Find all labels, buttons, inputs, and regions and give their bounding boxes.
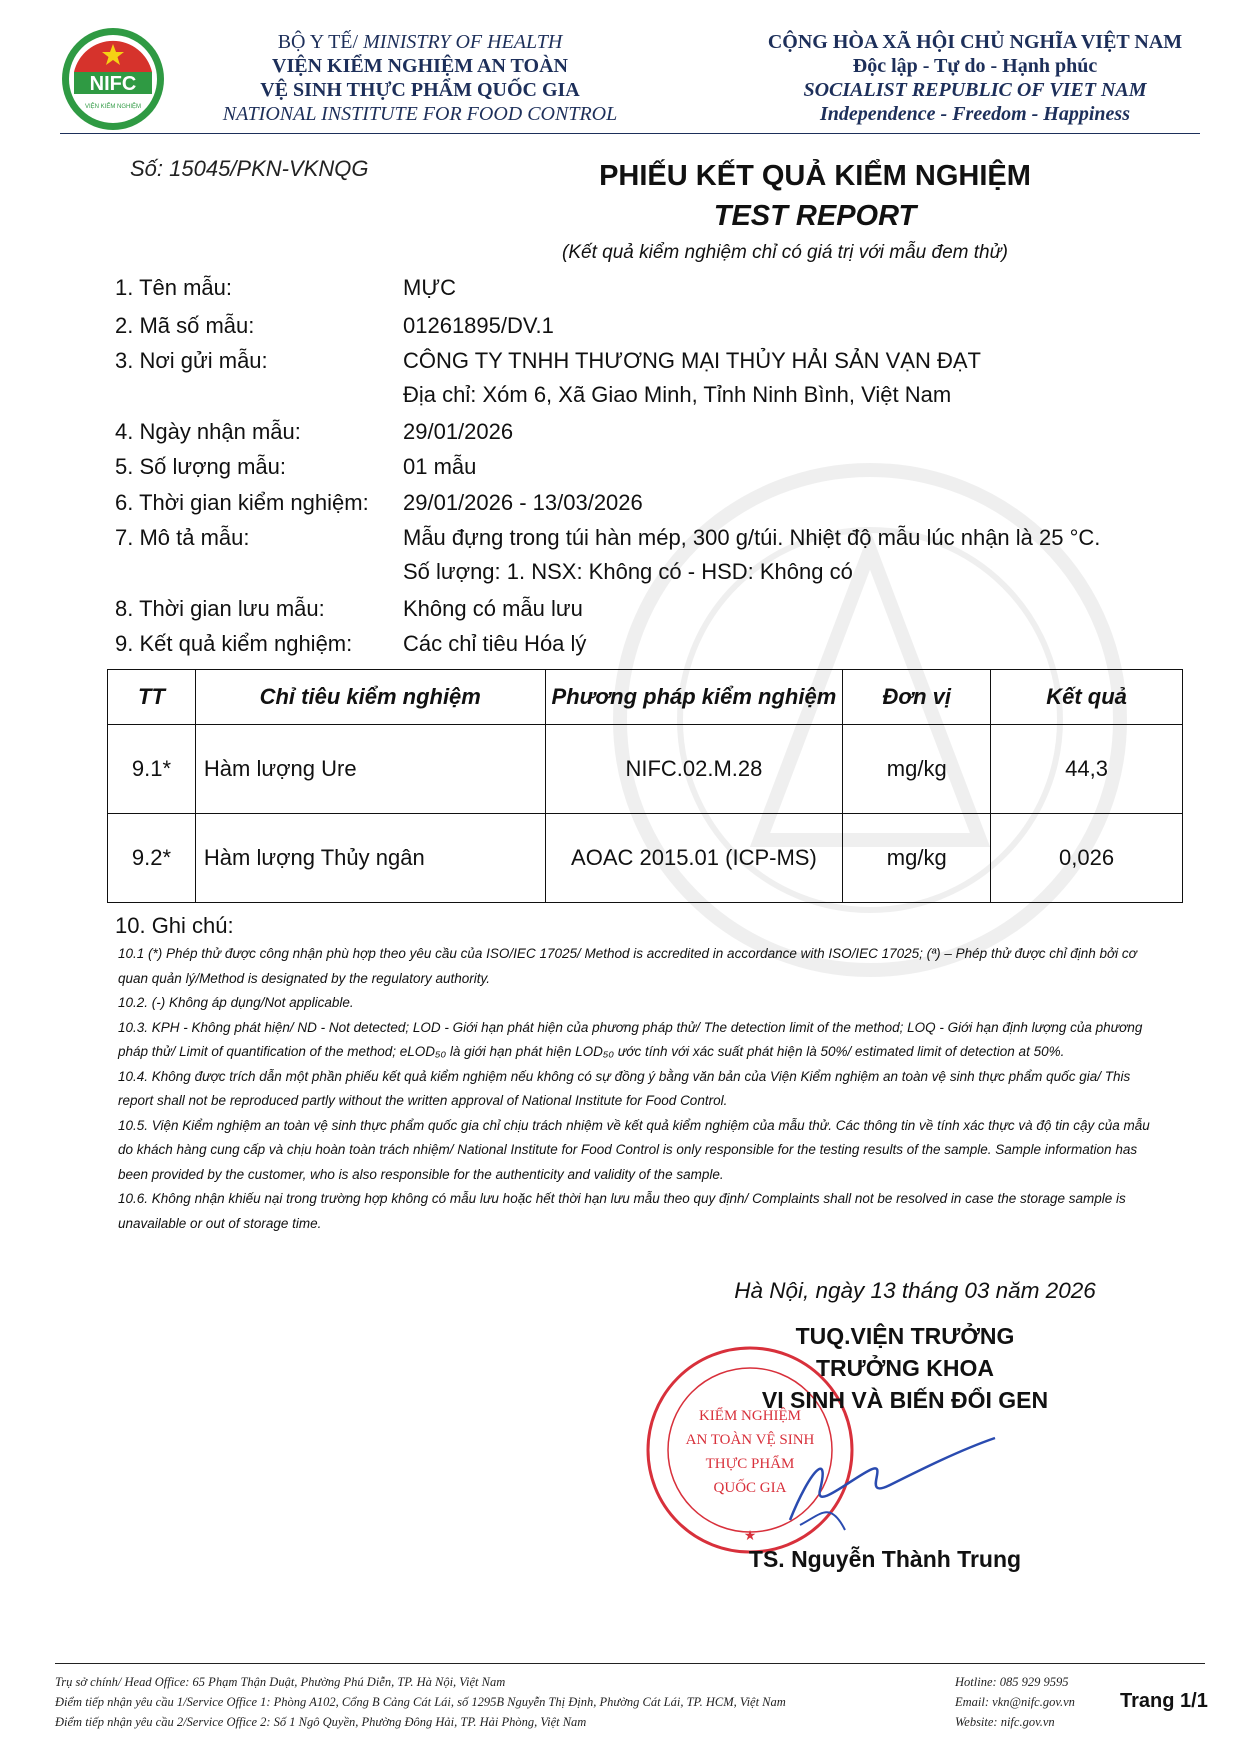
table-header-row [108,670,1183,725]
table-row [108,814,1183,903]
cell-method: AOAC 2015.01 (ICP-MS) [545,814,843,903]
country-name-vi: CỘNG HÒA XÃ HỘI CHỦ NGHĨA VIỆT NAM [767,31,1183,53]
cell-parameter: Hàm lượng Thủy ngân [195,814,545,903]
nifc-logo [60,26,166,132]
notes-title: 10. Ghi chú: [115,913,234,938]
place-and-date: Hà Nội, ngày 13 tháng 03 năm 2026 [734,1278,1096,1303]
info-value: 01 mẫu [403,454,477,479]
cell-unit: mg/kg [843,814,991,903]
info-value: Không có mẫu lưu [403,596,583,621]
logo-subtext: VIỆN KIỂM NGHIỆM [84,104,142,110]
cell-unit: mg/kg [843,725,991,814]
info-value-address: Địa chỉ: Xóm 6, Xã Giao Minh, Tỉnh Ninh Bình, Việt Nam [403,382,952,407]
institute-header [170,30,670,126]
star-icon: ★ [743,1529,757,1544]
motto-en: Independence - Freedom - Happiness [820,103,1130,125]
report-subtitle: (Kết quả kiểm nghiệm chỉ có giá trị với mẫu đem thử) [562,242,1008,263]
ministry-vi: BỘ Y TẾ/ [277,31,359,53]
info-value-description-line2: Số lượng: 1. NSX: Không có - HSD: Không có [403,559,853,584]
cell-result: 0,026 [991,814,1183,903]
report-number: Số: 15045/PKN-VKNQG [130,156,369,181]
note-item: 10.6. Không nhận khiếu nại trong trường hợp không có mẫu lưu hoặc hết thời hạn lưu mẫu theo quy định/ Complaints shall not be resolved in case the storage sample is unavailable or out of storage time. [118,1191,1126,1231]
footer-office-1: Điểm tiếp nhận yêu cầu 1/Service Office 1: Phòng A102, Cổng B Cảng Cát Lái, số 1295B Nguyễn Thị Định, Phường Cát Lái, TP. HCM, Việt Nam [55,1695,786,1709]
report-title-en: TEST REPORT [713,200,917,232]
institute-name-line1: VIỆN KIỂM NGHIỆM AN TOÀN [272,55,568,77]
signatory-line3: VI SINH VÀ BIẾN ĐỔI GEN [761,1387,1049,1413]
cell-no: 9.2* [108,814,196,903]
signatory-line1: TUQ.VIỆN TRƯỞNG [795,1323,1015,1349]
footer-hotline: Hotline: 085 929 9595 [955,1675,1069,1689]
header-method: Phương pháp kiểm nghiệm [545,670,843,725]
info-value: 01261895/DV.1 [403,313,554,338]
stamp-text: THỰC PHẨM [705,1456,795,1472]
logo-text: NIFC [89,73,137,95]
header-unit: Đơn vị [843,670,991,725]
ministry-en: MINISTRY OF HEALTH [363,31,563,53]
signatory-line2: TRƯỞNG KHOA [816,1355,994,1381]
note-item: 10.1 (*) Phép thử được công nhận phù hợp theo yêu cầu của ISO/IEC 17025/ Method is accredited in accordance with ISO/IEC 17025; (ª) – Phép thử được chỉ định bởi cơ quan quản lý/Method is designated by the regulatory authority. [118,946,1137,986]
info-value: 29/01/2026 [403,419,514,444]
handwritten-signature [760,1430,1000,1540]
info-value: MỰC [403,275,457,300]
info-label: 6. Thời gian kiểm nghiệm: [115,490,369,515]
info-value: Mẫu đựng trong túi hàn mép, 300 g/túi. Nhiệt độ mẫu lúc nhận là 25 °C. [403,525,1101,550]
cell-no: 9.1* [108,725,196,814]
info-label: 4. Ngày nhận mẫu: [115,419,301,444]
motto-vi: Độc lập - Tự do - Hạnh phúc [852,55,1098,77]
note-item: 10.3. KPH - Không phát hiện/ ND - Not detected; LOD - Giới hạn phát hiện của phương pháp thử/ The detection limit of the method; LOQ - Giới hạn định lượng của phương pháp thử/ Limit of quantification of the method; eLOD₅₀ là giới hạn phát hiện LOD₅₀ ước tính với xác suất phát hiện là 50%/ estimated limit of detection at 50%. [118,1019,1143,1059]
footer-addresses [55,1672,955,1732]
cell-method: NIFC.02.M.28 [545,725,843,814]
footer-email: Email: vkn@nifc.gov.vn [955,1695,1075,1709]
footer-contacts [955,1672,1105,1732]
page-number: Trang 1/1 [1120,1690,1208,1712]
footer-office-2: Điểm tiếp nhận yêu cầu 2/Service Office 2: Số 1 Ngô Quyền, Phường Đông Hải, TP. Hải Phòng, Việt Nam [55,1715,587,1729]
info-value: 29/01/2026 - 13/03/2026 [403,490,643,515]
footer-divider [55,1663,1205,1664]
notes-list [118,942,1160,1236]
results-table [107,669,1183,903]
note-item: 10.4. Không được trích dẫn một phần phiếu kết quả kiểm nghiệm nếu không có sự đồng ý bằng văn bản của Viện Kiểm nghiệm an toàn vệ sinh thực phẩm quốc gia/ This report shall not be reproduced partly without the written approval of National Institute for Food Control. [118,1068,1131,1108]
footer-website: Website: nifc.gov.vn [955,1715,1055,1729]
info-label: 9. Kết quả kiểm nghiệm: [115,631,353,656]
info-value: Các chỉ tiêu Hóa lý [403,631,587,656]
stamp-text: QUỐC GIA [713,1480,787,1496]
report-title-vi: PHIẾU KẾT QUẢ KIỂM NGHIỆM [599,160,1031,192]
info-label: 2. Mã số mẫu: [115,313,255,338]
institute-name-en: NATIONAL INSTITUTE FOR FOOD CONTROL [222,103,618,125]
info-value: CÔNG TY TNHH THƯƠNG MẠI THỦY HẢI SẢN VẠN ĐẠT [403,348,981,373]
institute-name-line2: VỆ SINH THỰC PHẨM QUỐC GIA [260,79,580,101]
header-parameter: Chỉ tiêu kiểm nghiệm [195,670,545,725]
national-motto-header [740,30,1210,126]
signer-name: TS. Nguyễn Thành Trung [748,1546,1022,1572]
cell-result: 44,3 [991,725,1183,814]
stamp-text: AN TOÀN VỆ SINH [685,1432,815,1448]
country-name-en: SOCIALIST REPUBLIC OF VIET NAM [803,79,1147,101]
cell-parameter: Hàm lượng Ure [195,725,545,814]
header-result: Kết quả [991,670,1183,725]
info-label: 1. Tên mẫu: [115,275,232,300]
info-label: 3. Nơi gửi mẫu: [115,348,268,373]
header-no: TT [108,670,196,725]
footer-head-office: Trụ sở chính/ Head Office: 65 Phạm Thận Duật, Phường Phú Diễn, TP. Hà Nội, Việt Nam [55,1675,506,1689]
note-item: 10.5. Viện Kiểm nghiệm an toàn vệ sinh thực phẩm quốc gia chỉ chịu trách nhiệm về kết quả kiểm nghiệm của mẫu thử. Các thông tin về tính xác thực và độ tin cậy của mẫu do khách hàng cung cấp và chịu hoàn toàn trách nhiệm/ National Institute for Food Control is only responsible for the testing results of the sample. Sample information has been provided by the customer, who is also responsible for the authenticity and validity of the sample. [118,1117,1150,1182]
info-label: 8. Thời gian lưu mẫu: [115,596,325,621]
header-divider [60,133,1200,134]
info-label: 5. Số lượng mẫu: [115,454,287,479]
note-item: 10.2. (-) Không áp dụng/Not applicable. [118,995,354,1010]
table-row [108,725,1183,814]
signatory-title [740,1320,1070,1416]
info-label: 7. Mô tả mẫu: [115,525,250,550]
stamp-text: KIỂM NGHIỆM [698,1408,802,1424]
